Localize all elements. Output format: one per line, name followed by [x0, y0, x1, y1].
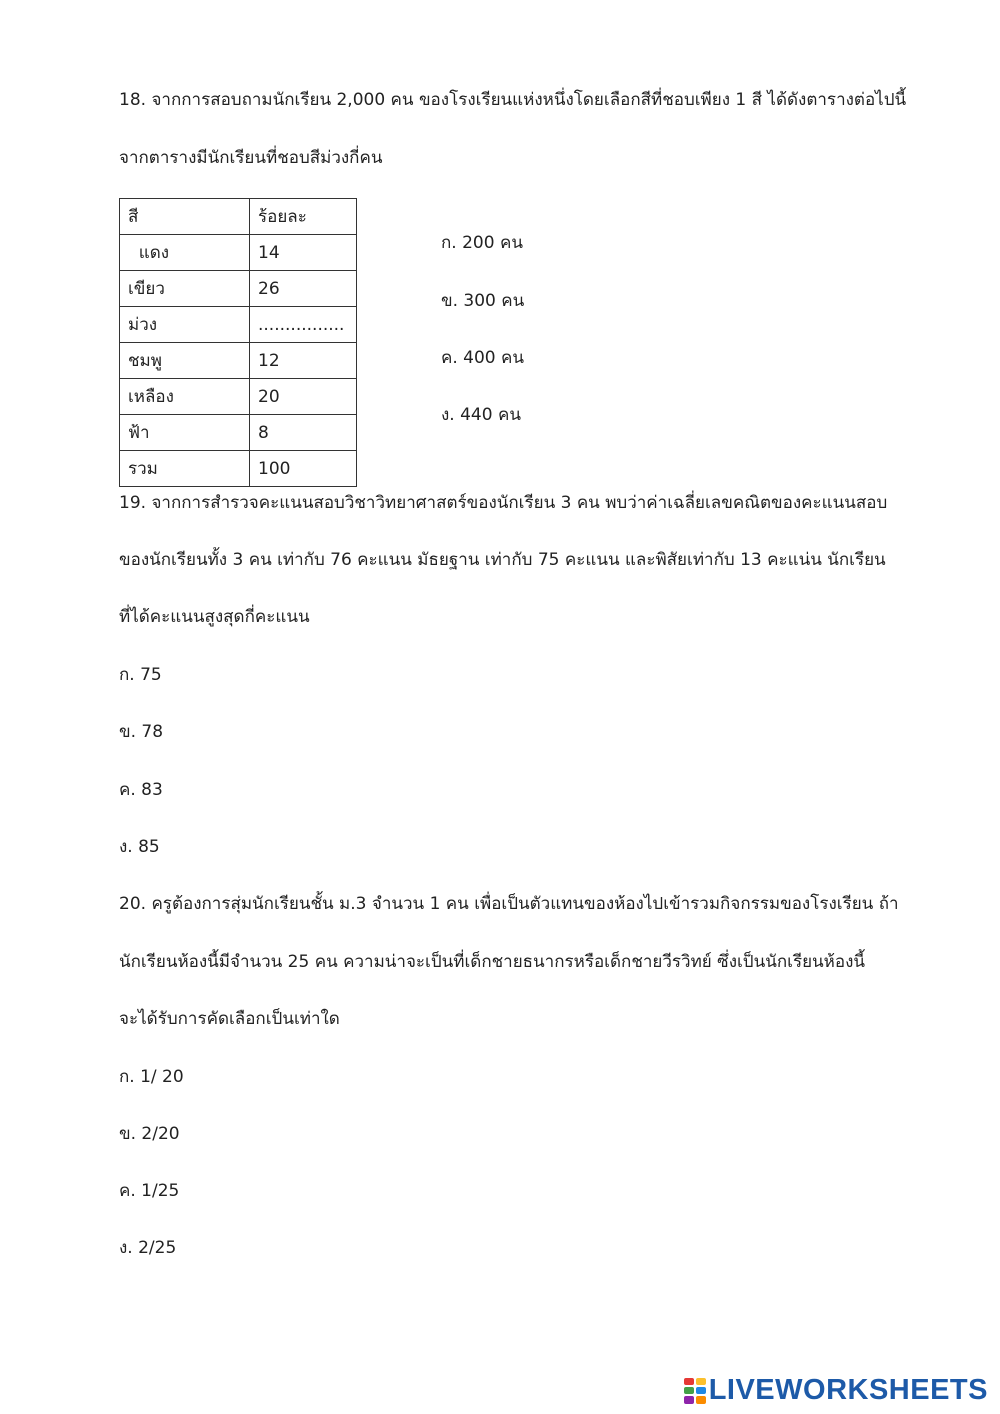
q20-choice-c: ค. 1/25	[119, 1181, 180, 1201]
q19-text-line1: 19. จากการสำรวจคะแนนสอบวิชาวิทยาศาสตร์ของนักเรียน 3 คน พบว่าค่าเฉลี่ยเลขคณิตของคะแนนสอบ	[119, 493, 888, 513]
logo-square	[684, 1378, 694, 1385]
table-row	[120, 343, 357, 379]
q20-text-line1: 20. ครูต้องการสุ่มนักเรียนชั้น ม.3 จำนวน 1 คน เพื่อเป็นตัวแทนของห้องไปเข้ารวมกิจกรรมของโรงเรียน ถ้า	[119, 894, 899, 914]
liveworksheets-logo[interactable]	[684, 1374, 988, 1407]
q18-text-line2: จากตารางมีนักเรียนที่ชอบสีม่วงกี่คน	[119, 148, 383, 168]
table-header-row	[120, 199, 357, 235]
q20-text-line3: จะได้รับการคัดเลือกเป็นเท่าใด	[119, 1009, 340, 1029]
q18-choice-a: ก. 200 คน	[441, 233, 523, 253]
table-cell-color: ม่วง	[120, 307, 250, 343]
q20-choice-b: ข. 2/20	[119, 1124, 180, 1144]
table-header-color: สี	[120, 199, 250, 235]
table-cell-color: เขียว	[120, 271, 250, 307]
q19-text-line2: ของนักเรียนทั้ง 3 คน เท่ากับ 76 คะแนน มัธยฐาน เท่ากับ 75 คะแนน และพิสัยเท่ากับ 13 คะแน่น นักเรียน	[119, 550, 886, 570]
table-cell-percent: 26	[250, 271, 357, 307]
liveworksheets-brand-text: LIVEWORKSHEETS	[708, 1374, 988, 1406]
table-row	[120, 415, 357, 451]
q19-choice-b: ข. 78	[119, 722, 164, 742]
table-cell-color: เหลือง	[120, 379, 250, 415]
table-cell-percent: ................	[250, 307, 357, 343]
logo-square	[696, 1378, 706, 1385]
q18-choice-b: ข. 300 คน	[441, 291, 525, 311]
table-cell-percent: 14	[250, 235, 357, 271]
q18-choice-c: ค. 400 คน	[441, 348, 525, 368]
logo-square	[684, 1387, 694, 1394]
table-row	[120, 271, 357, 307]
q19-choice-d: ง. 85	[119, 837, 160, 857]
logo-square	[684, 1396, 694, 1403]
q18-choice-d: ง. 440 คน	[441, 405, 521, 425]
q20-choice-a: ก. 1/ 20	[119, 1067, 184, 1087]
table-row	[120, 451, 357, 487]
q19-choice-c: ค. 83	[119, 780, 163, 800]
table-header-percent: ร้อยละ	[250, 199, 357, 235]
q20-choice-d: ง. 2/25	[119, 1238, 177, 1258]
table-cell-percent: 100	[250, 451, 357, 487]
q19-text-line3: ที่ได้คะแนนสูงสุดกี่คะแนน	[119, 607, 310, 627]
table-cell-percent: 20	[250, 379, 357, 415]
table-cell-percent: 12	[250, 343, 357, 379]
q20-text-line2: นักเรียนห้องนี้มีจำนวน 25 คน ความน่าจะเป็นที่เด็กชายธนากรหรือเด็กชายวีรวิทย์ ซึ่งเป็นนักเรียนห้องนี้	[119, 952, 865, 972]
q18-text-line1: 18. จากการสอบถามนักเรียน 2,000 คน ของโรงเรียนแห่งหนึ่งโดยเลือกสีที่ชอบเพียง 1 สี ได้ดังตารางต่อไปนี้	[119, 90, 907, 110]
table-cell-percent: 8	[250, 415, 357, 451]
table-cell-color: แดง	[120, 235, 250, 271]
liveworksheets-logo-icon	[684, 1378, 706, 1404]
table-cell-color: ชมพู	[120, 343, 250, 379]
color-percentage-table	[119, 198, 357, 487]
logo-square	[696, 1396, 706, 1403]
logo-square	[696, 1387, 706, 1394]
table-row	[120, 235, 357, 271]
table-cell-color: ฟ้า	[120, 415, 250, 451]
table-row	[120, 379, 357, 415]
q19-choice-a: ก. 75	[119, 665, 162, 685]
table-cell-color: รวม	[120, 451, 250, 487]
table-row	[120, 307, 357, 343]
